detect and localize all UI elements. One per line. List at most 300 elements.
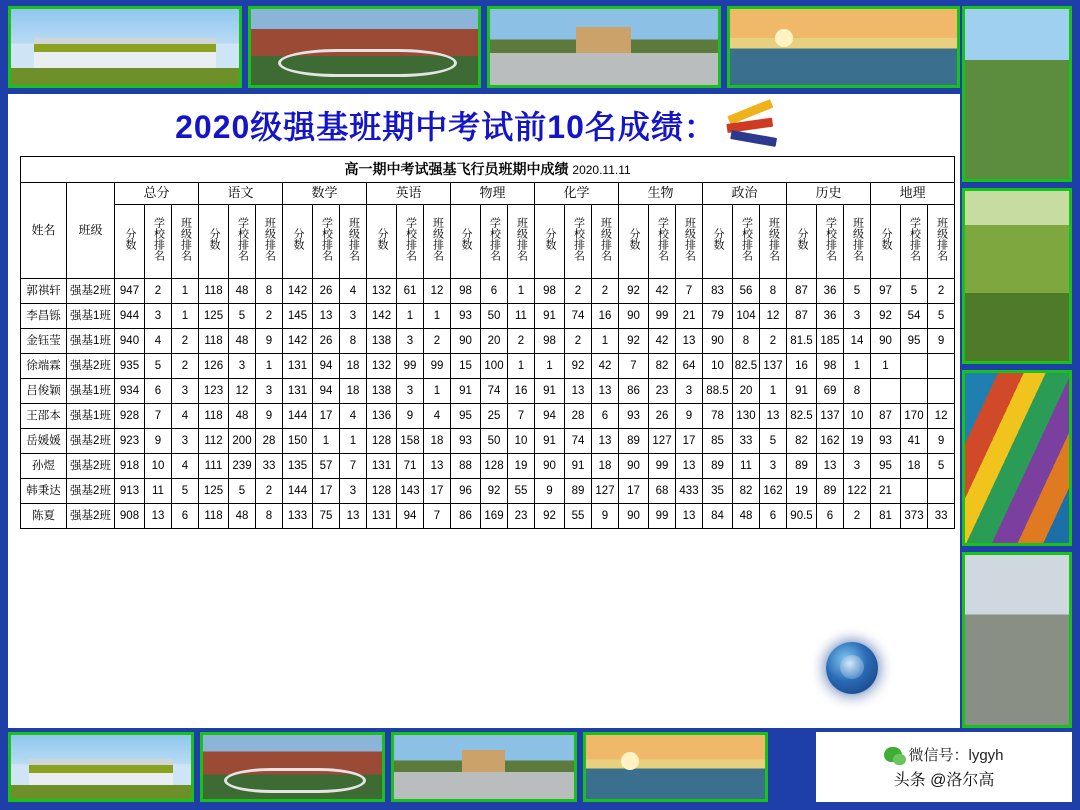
cell-score: 1 xyxy=(424,378,451,403)
cell-score: 200 xyxy=(229,428,256,453)
cell-score: 158 xyxy=(397,428,424,453)
cell-score: 98 xyxy=(535,278,565,303)
cell-score: 128 xyxy=(367,428,397,453)
cell-student-class: 强基1班 xyxy=(67,378,115,403)
cell-score: 6 xyxy=(481,278,508,303)
cell-score: 93 xyxy=(871,428,901,453)
cell-score: 7 xyxy=(676,278,703,303)
cell-score: 13 xyxy=(592,428,619,453)
cell-score: 19 xyxy=(787,478,817,503)
cell-score: 2 xyxy=(256,478,283,503)
cell-score: 26 xyxy=(313,278,340,303)
cell-score: 6 xyxy=(172,503,199,528)
cell-score: 2 xyxy=(172,328,199,353)
subheader-6-2: 班级排名 xyxy=(676,204,703,278)
cell-score: 81 xyxy=(871,503,901,528)
cell-score: 50 xyxy=(481,303,508,328)
cell-score: 3 xyxy=(340,478,367,503)
cell-score: 90 xyxy=(619,453,649,478)
cell-score: 8 xyxy=(256,503,283,528)
cell-score: 86 xyxy=(619,378,649,403)
cell-score: 1 xyxy=(397,303,424,328)
content-card xyxy=(8,94,960,728)
cell-score: 92 xyxy=(619,328,649,353)
cell-score: 94 xyxy=(535,403,565,428)
cell-score: 92 xyxy=(535,503,565,528)
cell-score: 26 xyxy=(649,403,676,428)
table-row xyxy=(21,278,955,303)
cell-score: 239 xyxy=(229,453,256,478)
table-caption-row xyxy=(21,157,955,183)
cell-score: 4 xyxy=(340,278,367,303)
cell-score: 18 xyxy=(340,378,367,403)
subheader-9-1: 学校排名 xyxy=(901,204,928,278)
cell-score: 14 xyxy=(844,328,871,353)
cell-score: 64 xyxy=(676,353,703,378)
cell-score: 2 xyxy=(928,278,955,303)
cell-score: 17 xyxy=(313,478,340,503)
cell-score: 128 xyxy=(367,478,397,503)
cell-score: 91 xyxy=(535,378,565,403)
subheader-7-2: 班级排名 xyxy=(760,204,787,278)
cell-score: 97 xyxy=(871,278,901,303)
cell-score: 2 xyxy=(844,503,871,528)
cell-score: 7 xyxy=(619,353,649,378)
cell-score: 918 xyxy=(115,453,145,478)
cell-score: 13 xyxy=(676,328,703,353)
photo-school-building xyxy=(8,6,242,88)
cell-score: 16 xyxy=(592,303,619,328)
cell-score: 928 xyxy=(115,403,145,428)
cell-score: 16 xyxy=(787,353,817,378)
cell-score: 93 xyxy=(619,403,649,428)
cell-score: 94 xyxy=(397,503,424,528)
cell-score: 3 xyxy=(172,428,199,453)
cell-score: 26 xyxy=(313,328,340,353)
cell-score: 2 xyxy=(256,303,283,328)
group-chinese: 语文 xyxy=(199,182,283,204)
table-row xyxy=(21,403,955,428)
cell-score: 87 xyxy=(787,278,817,303)
cell-score: 81.5 xyxy=(787,328,817,353)
cell-score: 90 xyxy=(451,328,481,353)
cell-score: 71 xyxy=(397,453,424,478)
header-name: 姓名 xyxy=(21,182,67,278)
cell-score: 2 xyxy=(565,328,592,353)
cell-score: 373 xyxy=(901,503,928,528)
table-caption: 高一期中考试强基飞行员班期中成绩 xyxy=(344,161,569,177)
cell-score: 138 xyxy=(367,378,397,403)
cell-score: 36 xyxy=(817,278,844,303)
cell-student-name: 陈夏 xyxy=(21,503,67,528)
cell-score: 91 xyxy=(535,303,565,328)
cell-score: 96 xyxy=(451,478,481,503)
cell-score: 3 xyxy=(844,453,871,478)
subheader-2-2: 班级排名 xyxy=(340,204,367,278)
cell-score: 3 xyxy=(760,453,787,478)
cell-score: 9 xyxy=(592,503,619,528)
cell-score: 137 xyxy=(760,353,787,378)
cell-student-class: 强基1班 xyxy=(67,328,115,353)
cell-score: 5 xyxy=(172,478,199,503)
cell-score: 82 xyxy=(733,478,760,503)
top-photo-strip xyxy=(8,6,960,88)
header-class: 班级 xyxy=(67,182,115,278)
cell-score: 1 xyxy=(760,378,787,403)
cell-score: 1 xyxy=(172,303,199,328)
wechat-icon xyxy=(884,747,902,762)
cell-score: 94 xyxy=(313,353,340,378)
cell-score: 90 xyxy=(619,503,649,528)
cell-score: 126 xyxy=(199,353,229,378)
photo-track-field xyxy=(248,6,482,88)
cell-score: 150 xyxy=(283,428,313,453)
cell-score: 908 xyxy=(115,503,145,528)
cell-score: 25 xyxy=(481,403,508,428)
cell-score: 185 xyxy=(817,328,844,353)
cell-score: 90.5 xyxy=(787,503,817,528)
subheader-1-1: 学校排名 xyxy=(229,204,256,278)
cell-score: 9 xyxy=(397,403,424,428)
cell-score: 9 xyxy=(256,328,283,353)
cell-score: 17 xyxy=(424,478,451,503)
group-politics: 政治 xyxy=(703,182,787,204)
cell-score: 142 xyxy=(367,303,397,328)
cell-score: 9 xyxy=(928,428,955,453)
cell-score: 144 xyxy=(283,403,313,428)
subheader-6-0: 分数 xyxy=(619,204,649,278)
cell-score: 89 xyxy=(817,478,844,503)
table-row xyxy=(21,303,955,328)
subheader-4-2: 班级排名 xyxy=(508,204,535,278)
cell-score: 132 xyxy=(367,278,397,303)
cell-score: 13 xyxy=(313,303,340,328)
cell-score: 9 xyxy=(145,428,172,453)
cell-score: 923 xyxy=(115,428,145,453)
subheader-6-1: 学校排名 xyxy=(649,204,676,278)
cell-student-name: 郭祺轩 xyxy=(21,278,67,303)
cell-score: 57 xyxy=(313,453,340,478)
cell-score: 20 xyxy=(481,328,508,353)
subheader-3-0: 分数 xyxy=(367,204,397,278)
cell-score: 100 xyxy=(481,353,508,378)
cell-score: 99 xyxy=(649,303,676,328)
cell-score: 2 xyxy=(760,328,787,353)
cell-score: 130 xyxy=(733,403,760,428)
cell-score: 104 xyxy=(733,303,760,328)
cell-score: 33 xyxy=(928,503,955,528)
table-caption-date: 2020.11.11 xyxy=(572,163,631,177)
cell-score: 85 xyxy=(703,428,733,453)
table-row xyxy=(21,503,955,528)
cell-score: 13 xyxy=(676,503,703,528)
cell-score: 93 xyxy=(451,303,481,328)
cell-score: 82.5 xyxy=(733,353,760,378)
cell-score: 10 xyxy=(508,428,535,453)
subheader-3-2: 班级排名 xyxy=(424,204,451,278)
cell-score: 91 xyxy=(565,453,592,478)
cell-score xyxy=(901,353,928,378)
cell-score: 69 xyxy=(817,378,844,403)
pencils-icon xyxy=(723,102,793,148)
cell-score: 9 xyxy=(928,328,955,353)
cell-score xyxy=(901,478,928,503)
cell-score: 93 xyxy=(451,428,481,453)
cell-score: 913 xyxy=(115,478,145,503)
cell-score: 13 xyxy=(676,453,703,478)
cell-score: 88 xyxy=(451,453,481,478)
photo-lake-sunset xyxy=(727,6,961,88)
cell-score: 5 xyxy=(229,478,256,503)
cell-score: 3 xyxy=(340,303,367,328)
cell-score: 90 xyxy=(871,328,901,353)
cell-score: 4 xyxy=(424,403,451,428)
cell-score: 95 xyxy=(901,328,928,353)
cell-student-class: 强基1班 xyxy=(67,403,115,428)
group-total: 总分 xyxy=(115,182,199,204)
group-chemistry: 化学 xyxy=(535,182,619,204)
cell-score: 87 xyxy=(871,403,901,428)
subheader-7-0: 分数 xyxy=(703,204,733,278)
subheader-5-0: 分数 xyxy=(535,204,565,278)
subheader-0-0: 分数 xyxy=(115,204,145,278)
table-row xyxy=(21,428,955,453)
cell-score: 133 xyxy=(283,503,313,528)
table-row xyxy=(21,453,955,478)
cell-score: 13 xyxy=(565,378,592,403)
cell-score: 68 xyxy=(649,478,676,503)
cell-score: 135 xyxy=(283,453,313,478)
cell-student-class: 强基1班 xyxy=(67,303,115,328)
cell-student-class: 强基2班 xyxy=(67,478,115,503)
cell-score: 17 xyxy=(619,478,649,503)
cell-score: 8 xyxy=(760,278,787,303)
cell-score: 41 xyxy=(901,428,928,453)
cell-score: 8 xyxy=(844,378,871,403)
cell-score: 131 xyxy=(367,503,397,528)
cell-score: 5 xyxy=(145,353,172,378)
cell-score: 98 xyxy=(535,328,565,353)
cell-score: 2 xyxy=(592,278,619,303)
cell-score: 144 xyxy=(283,478,313,503)
cell-score: 4 xyxy=(145,328,172,353)
right-photo-column xyxy=(962,6,1072,728)
cell-score: 56 xyxy=(733,278,760,303)
cell-score: 170 xyxy=(901,403,928,428)
cell-score: 87 xyxy=(787,303,817,328)
group-biology: 生物 xyxy=(619,182,703,204)
group-geography: 地理 xyxy=(871,182,955,204)
cell-score: 112 xyxy=(199,428,229,453)
cell-score: 5 xyxy=(901,278,928,303)
cell-score: 91 xyxy=(535,428,565,453)
cell-score: 3 xyxy=(256,378,283,403)
photo-stone-cave xyxy=(962,552,1072,728)
cell-score: 7 xyxy=(424,503,451,528)
cell-score xyxy=(901,378,928,403)
cell-score: 11 xyxy=(145,478,172,503)
cell-score: 1 xyxy=(535,353,565,378)
table-sub-header-row xyxy=(21,204,955,278)
cell-score xyxy=(928,478,955,503)
subheader-3-1: 学校排名 xyxy=(397,204,424,278)
table-row xyxy=(21,378,955,403)
cell-student-name: 孙煜 xyxy=(21,453,67,478)
cell-score: 131 xyxy=(283,353,313,378)
cell-student-class: 强基2班 xyxy=(67,428,115,453)
cell-score: 74 xyxy=(481,378,508,403)
cell-score: 92 xyxy=(871,303,901,328)
cell-score: 4 xyxy=(340,403,367,428)
cell-score: 13 xyxy=(145,503,172,528)
cell-score: 83 xyxy=(703,278,733,303)
cell-score: 13 xyxy=(817,453,844,478)
cell-score: 934 xyxy=(115,378,145,403)
cell-score: 131 xyxy=(367,453,397,478)
cell-score: 88.5 xyxy=(703,378,733,403)
cell-score: 82.5 xyxy=(787,403,817,428)
subheader-1-2: 班级排名 xyxy=(256,204,283,278)
wechat-label: 微信号：lygyh xyxy=(908,747,1004,764)
cell-score: 11 xyxy=(733,453,760,478)
cell-score: 2 xyxy=(172,353,199,378)
cell-score: 20 xyxy=(733,378,760,403)
cell-student-name: 金钰莹 xyxy=(21,328,67,353)
group-english: 英语 xyxy=(367,182,451,204)
cell-score: 3 xyxy=(145,303,172,328)
cell-score: 48 xyxy=(229,403,256,428)
subheader-5-2: 班级排名 xyxy=(592,204,619,278)
cell-score: 142 xyxy=(283,328,313,353)
table-row xyxy=(21,328,955,353)
cell-score: 940 xyxy=(115,328,145,353)
cell-score: 3 xyxy=(397,378,424,403)
cell-score: 21 xyxy=(676,303,703,328)
cell-score: 90 xyxy=(703,328,733,353)
subheader-0-1: 学校排名 xyxy=(145,204,172,278)
cell-score: 2 xyxy=(145,278,172,303)
cell-score: 84 xyxy=(703,503,733,528)
cell-score: 19 xyxy=(844,428,871,453)
subheader-0-2: 班级排名 xyxy=(172,204,199,278)
cell-student-name: 李昌铄 xyxy=(21,303,67,328)
cell-score: 17 xyxy=(676,428,703,453)
cell-score: 10 xyxy=(844,403,871,428)
subheader-1-0: 分数 xyxy=(199,204,229,278)
cell-score: 42 xyxy=(649,278,676,303)
cell-score: 5 xyxy=(928,453,955,478)
cell-score: 1 xyxy=(508,278,535,303)
cell-score: 131 xyxy=(283,378,313,403)
cell-score: 4 xyxy=(172,453,199,478)
cell-score: 89 xyxy=(787,453,817,478)
cell-score: 1 xyxy=(256,353,283,378)
cell-score: 122 xyxy=(844,478,871,503)
cell-score: 169 xyxy=(481,503,508,528)
cell-score: 89 xyxy=(703,453,733,478)
cell-score: 4 xyxy=(172,403,199,428)
cell-score: 2 xyxy=(424,328,451,353)
cell-score: 99 xyxy=(424,353,451,378)
cell-student-name: 徐端霖 xyxy=(21,353,67,378)
cell-score: 162 xyxy=(760,478,787,503)
cell-score: 21 xyxy=(871,478,901,503)
cell-score: 128 xyxy=(481,453,508,478)
scores-table xyxy=(20,156,955,529)
headline-label: 头条 @洛尔高 xyxy=(893,772,995,789)
photo-colorful-painting xyxy=(962,370,1072,546)
cell-score: 111 xyxy=(199,453,229,478)
cell-score: 15 xyxy=(451,353,481,378)
title-row xyxy=(8,94,960,156)
cell-score: 74 xyxy=(565,428,592,453)
cell-student-class: 强基2班 xyxy=(67,353,115,378)
cell-score: 127 xyxy=(649,428,676,453)
cell-score: 48 xyxy=(229,503,256,528)
cell-score: 132 xyxy=(367,353,397,378)
photo-green-hills xyxy=(962,6,1072,182)
cell-score: 118 xyxy=(199,278,229,303)
cell-score: 33 xyxy=(733,428,760,453)
cell-score: 16 xyxy=(508,378,535,403)
subheader-5-1: 学校排名 xyxy=(565,204,592,278)
cell-score: 54 xyxy=(901,303,928,328)
bottom-photo-strip xyxy=(8,732,768,802)
cell-score: 136 xyxy=(367,403,397,428)
cell-score: 3 xyxy=(397,328,424,353)
group-math: 数学 xyxy=(283,182,367,204)
cell-score: 9 xyxy=(676,403,703,428)
cell-score: 23 xyxy=(649,378,676,403)
cell-score: 55 xyxy=(565,503,592,528)
cell-score: 90 xyxy=(619,303,649,328)
cell-score: 2 xyxy=(508,328,535,353)
cell-student-name: 岳媛媛 xyxy=(21,428,67,453)
cell-score: 74 xyxy=(565,303,592,328)
cell-score: 1 xyxy=(340,428,367,453)
cell-score: 12 xyxy=(424,278,451,303)
cell-score: 6 xyxy=(817,503,844,528)
cell-score: 947 xyxy=(115,278,145,303)
cell-score: 28 xyxy=(565,403,592,428)
cell-score: 92 xyxy=(481,478,508,503)
cell-score: 127 xyxy=(592,478,619,503)
wechat-footer xyxy=(816,732,1072,802)
cell-score: 42 xyxy=(592,353,619,378)
cell-score xyxy=(928,378,955,403)
cell-score: 89 xyxy=(565,478,592,503)
cell-score: 5 xyxy=(229,303,256,328)
cell-score: 3 xyxy=(676,378,703,403)
cell-score: 1 xyxy=(508,353,535,378)
cell-score: 118 xyxy=(199,403,229,428)
cell-student-class: 强基2班 xyxy=(67,453,115,478)
photo-campus-square xyxy=(391,732,577,802)
cell-score: 48 xyxy=(733,503,760,528)
blue-rose-graphic xyxy=(804,624,900,714)
cell-score: 1 xyxy=(172,278,199,303)
cell-score: 5 xyxy=(844,278,871,303)
cell-score: 75 xyxy=(313,503,340,528)
cell-score: 125 xyxy=(199,303,229,328)
cell-score: 17 xyxy=(313,403,340,428)
photo-terraced-fields xyxy=(962,188,1072,364)
cell-score: 138 xyxy=(367,328,397,353)
cell-score: 23 xyxy=(508,503,535,528)
table-group-header-row xyxy=(21,182,955,204)
cell-score: 12 xyxy=(229,378,256,403)
cell-score: 99 xyxy=(649,453,676,478)
